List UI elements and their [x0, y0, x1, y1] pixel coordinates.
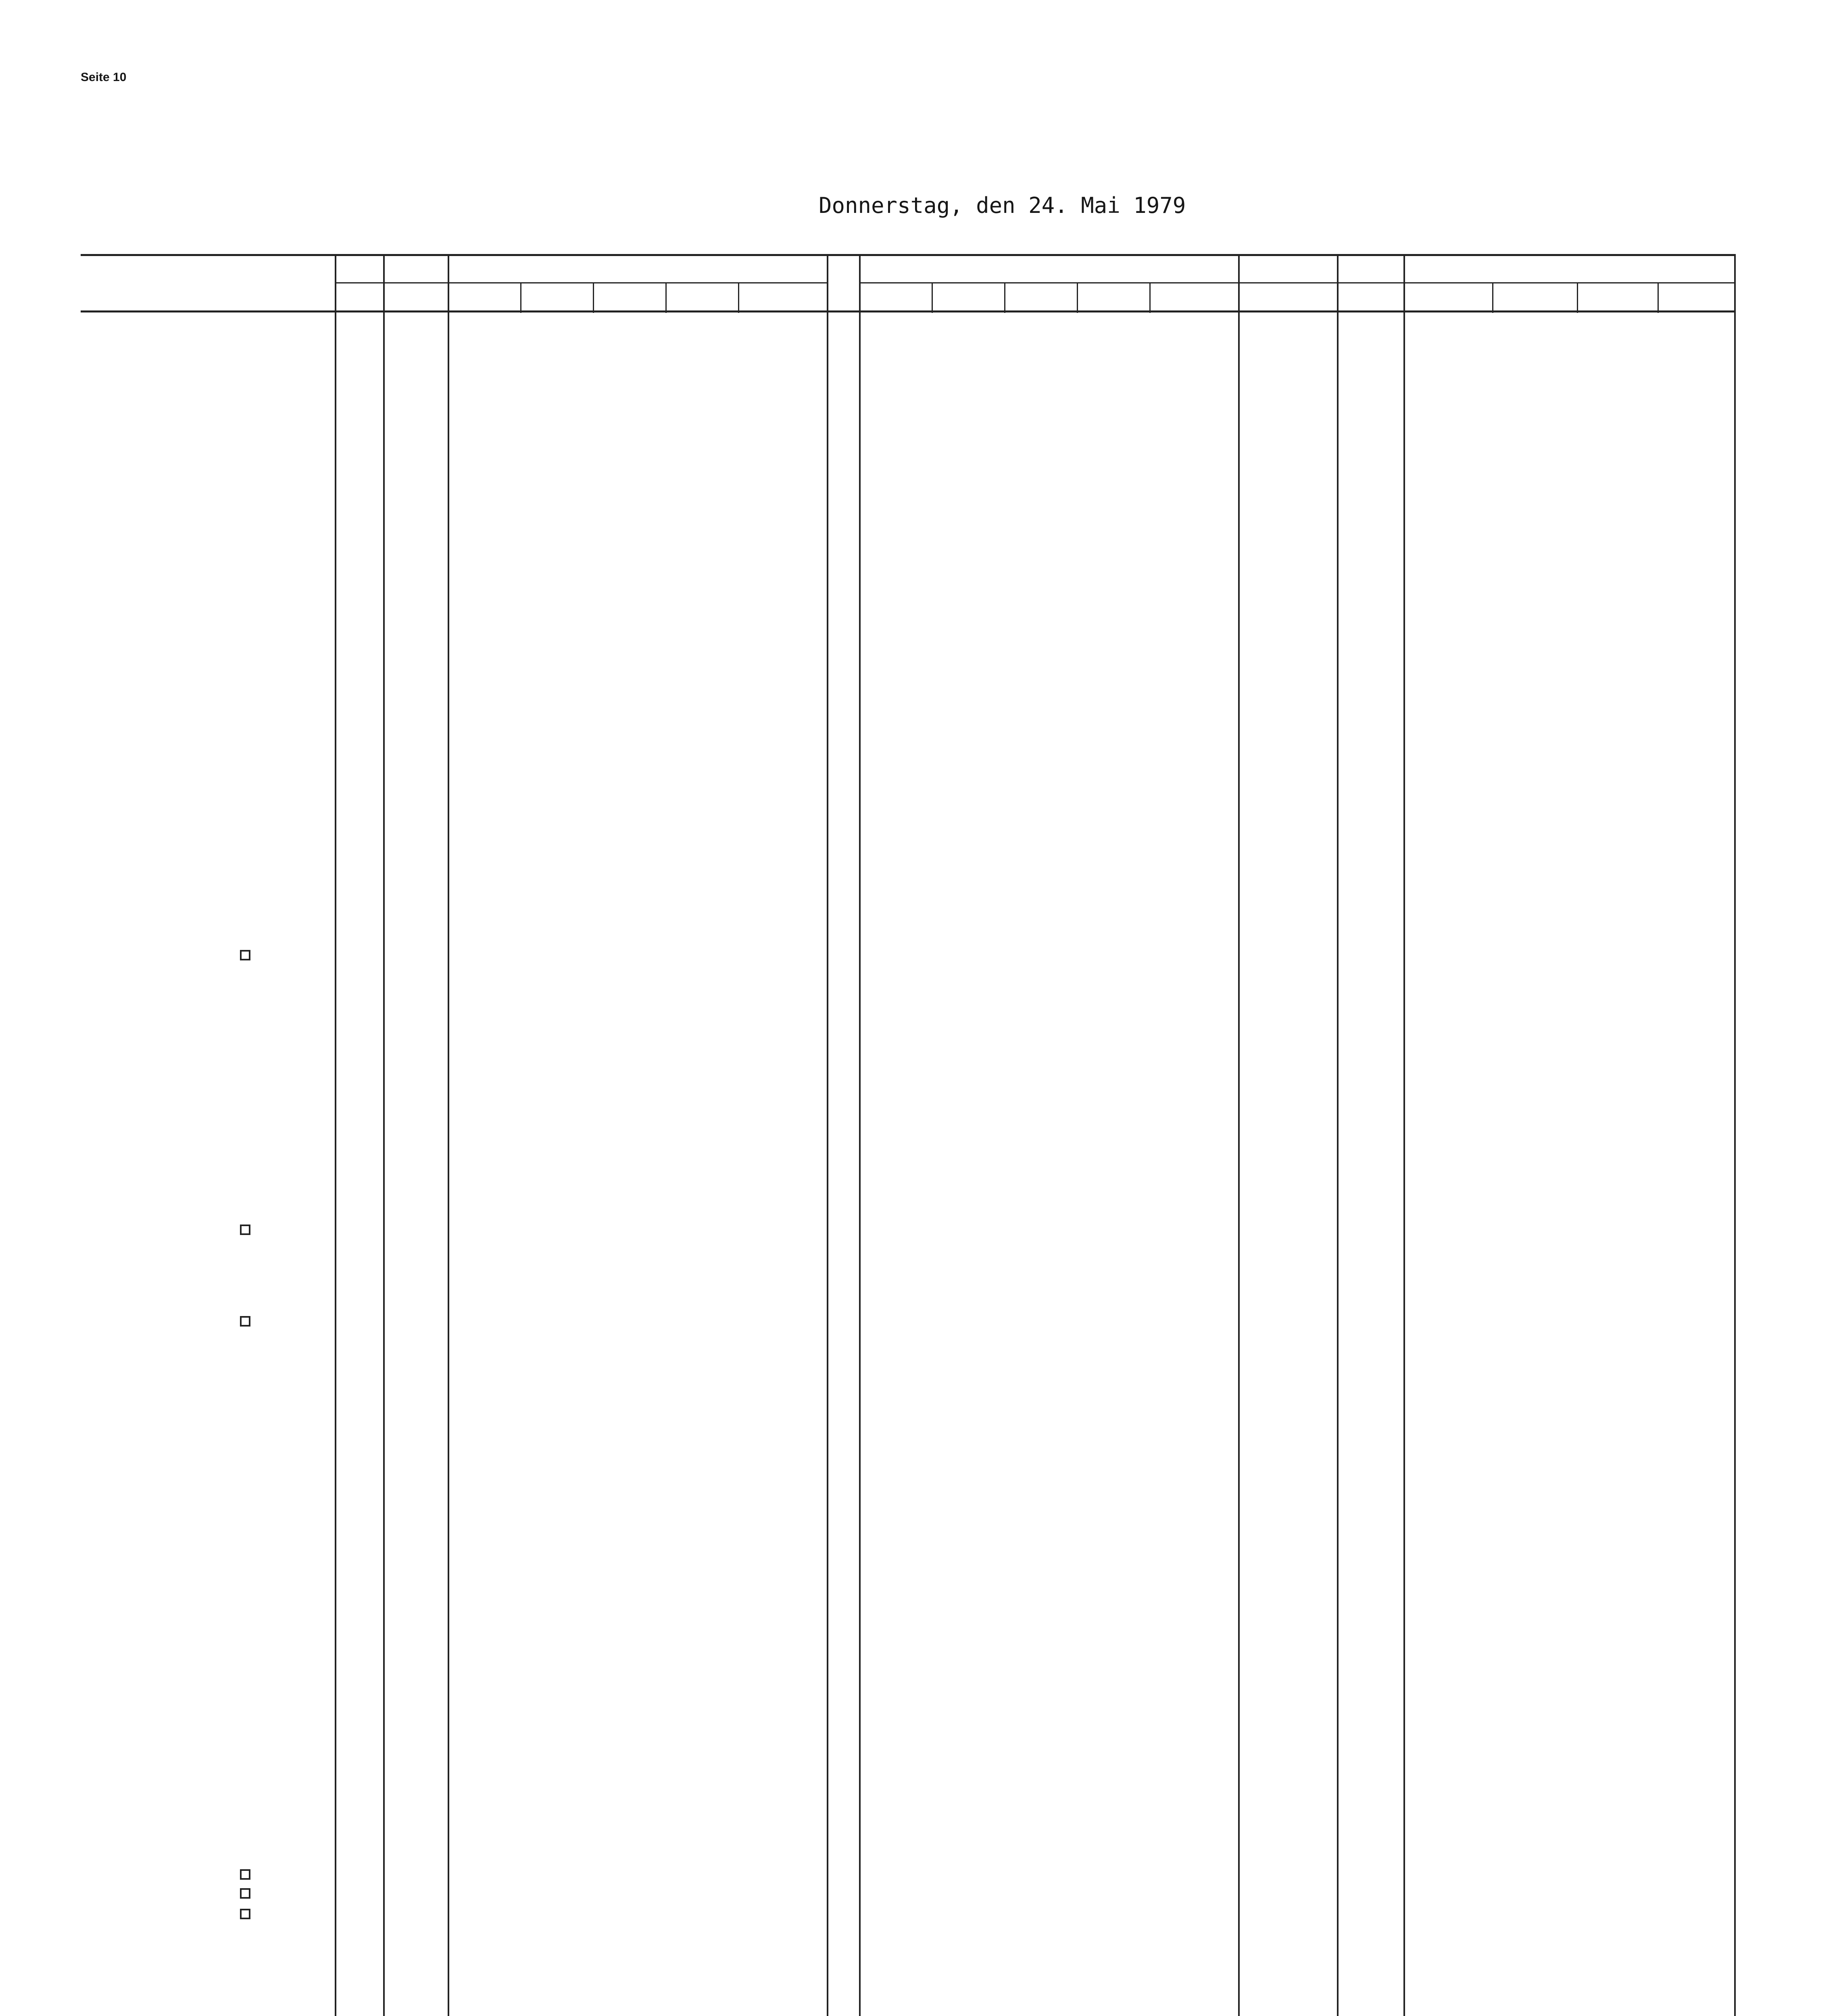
column-rule-3 — [827, 254, 828, 2016]
header-cell-rule-p2 — [1658, 282, 1659, 313]
header-cell-rule-1 — [593, 282, 594, 313]
header-mid-line-2 — [859, 282, 1238, 283]
column-rule-0 — [335, 254, 336, 2016]
header-top-line — [81, 254, 1734, 256]
station-marker-icon — [240, 1225, 250, 1235]
page-label: Seite 10 — [81, 71, 127, 84]
column-rule-8 — [1734, 254, 1736, 2016]
header-cell-rule-5 — [1004, 282, 1005, 313]
station-marker-icon — [240, 1909, 250, 1919]
column-rule-6 — [1337, 254, 1339, 2016]
page-title: Donnerstag, den 24. Mai 1979 — [819, 193, 1186, 218]
header-cell-rule-7 — [1149, 282, 1151, 313]
station-marker-icon — [240, 1888, 250, 1899]
header-mid-line-3 — [1238, 282, 1734, 283]
header-cell-rule-6 — [1077, 282, 1078, 313]
header-bottom-line — [81, 310, 1734, 312]
station-marker-icon — [240, 950, 250, 960]
header-cell-rule-p0 — [1492, 282, 1493, 313]
column-rule-5 — [1238, 254, 1240, 2016]
header-cell-rule-2 — [665, 282, 667, 313]
column-rule-4 — [859, 254, 861, 2016]
column-rule-7 — [1403, 254, 1405, 2016]
header-cell-rule-p1 — [1577, 282, 1578, 313]
station-marker-icon — [240, 1869, 250, 1880]
header-cell-rule-0 — [520, 282, 521, 313]
header-mid-line-1 — [335, 282, 827, 283]
header-cell-rule-4 — [932, 282, 933, 313]
station-marker-icon — [240, 1316, 250, 1327]
column-rule-1 — [383, 254, 385, 2016]
column-rule-2 — [448, 254, 449, 2016]
header-cell-rule-3 — [738, 282, 739, 313]
